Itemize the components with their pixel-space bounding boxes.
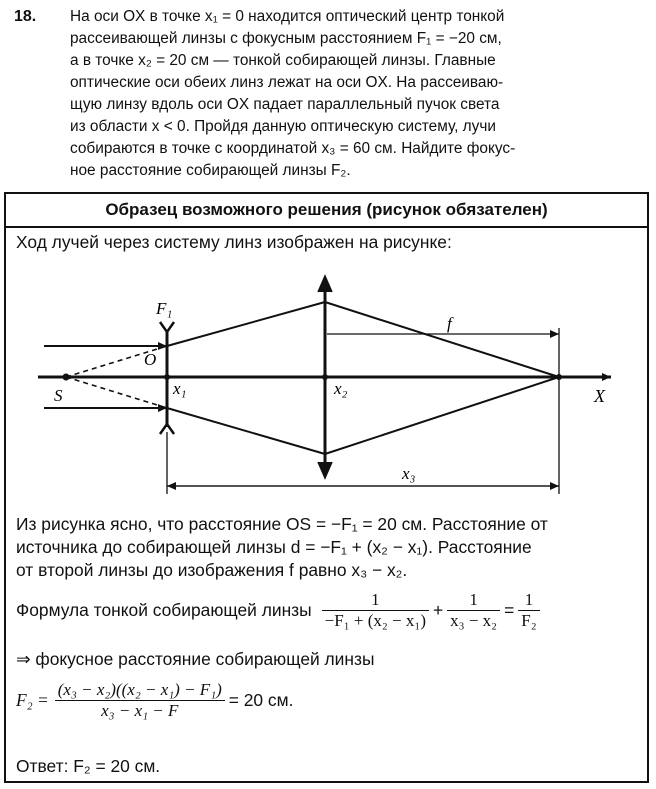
- solution-box: [4, 192, 649, 783]
- conclusion-text: ⇒ фокусное расстояние собирающей линзы: [16, 649, 375, 669]
- problem-line: рассеивающей линзы с фокусным расстоянием F₁ = −20 см,: [70, 30, 502, 47]
- problem-line: щую линзу вдоль оси OX падает параллельный пучок света: [70, 96, 500, 113]
- problem-line: а в точке x₂ = 20 см — тонкой собирающей линзы. Главные: [70, 52, 496, 69]
- fraction-denominator: −F₁ + (x₂ − x₁): [324, 611, 426, 630]
- answer-text: Ответ: F₂ = 20 см.: [16, 756, 161, 776]
- final-lhs: F₂ =: [16, 690, 49, 710]
- solution-paragraph-line: источника до собирающей линзы d = −F₁ + (x₂ − x₁). Расстояние: [16, 537, 532, 557]
- final-rhs: = 20 см.: [228, 690, 294, 710]
- source-point: [63, 374, 70, 381]
- ray: [167, 302, 325, 346]
- label-O: O: [144, 350, 157, 369]
- problem-line: оптические оси обеих линз лежат на оси OX. На рассеиваю-: [70, 74, 504, 91]
- final-formula-row: [16, 680, 293, 721]
- solution-header: Образец возможного решения (рисунок обязателен): [6, 194, 647, 228]
- fraction-denominator: x₃ − x₂: [450, 611, 498, 630]
- label-f: f: [447, 314, 452, 333]
- fraction-numerator: (x₃ − x₂)((x₂ − x₁) − F₁): [55, 680, 225, 701]
- problem-line: собираются в точке с координатой x₃ = 60 см. Найдите фокус-: [70, 140, 516, 157]
- solution-paragraph-line: от второй линзы до изображения f равно x₃ − x₂.: [16, 560, 408, 580]
- formula-label: Формула тонкой собирающей линзы: [16, 600, 312, 620]
- label-X: X: [594, 386, 605, 406]
- virtual-ray: [66, 377, 167, 408]
- label-x1: x₁: [173, 379, 187, 398]
- solution-intro: Ход лучей через систему линз изображен на рисунке:: [16, 232, 452, 252]
- fraction: [447, 590, 500, 631]
- ray: [325, 302, 559, 377]
- fraction-numerator: 1: [322, 590, 429, 611]
- solution-paragraph-line: Из рисунка ясно, что расстояние OS = −F₁ = 20 см. Расстояние от: [16, 514, 548, 534]
- fraction-numerator: 1: [447, 590, 500, 611]
- ray: [167, 408, 325, 454]
- fraction-denominator: F₂: [521, 611, 537, 630]
- fraction: [518, 590, 539, 631]
- plus-sign: +: [432, 600, 444, 620]
- problem-line: ное расстояние собирающей линзы F₂.: [70, 162, 351, 179]
- problem-line: из области x < 0. Пройдя данную оптическую систему, лучи: [70, 118, 496, 135]
- lens-diagram: [6, 262, 647, 502]
- fraction-denominator: x₃ − x₁ − F: [101, 701, 179, 720]
- label-F1: F₁: [156, 299, 173, 318]
- label-S: S: [54, 386, 63, 405]
- equals-sign: =: [504, 600, 515, 620]
- problem-line: На оси OX в точке x₁ = 0 находится оптический центр тонкой: [70, 8, 505, 25]
- ray: [325, 377, 559, 454]
- problem-number: 18.: [14, 8, 37, 25]
- fraction: [322, 590, 429, 631]
- label-x3: x₃: [402, 464, 416, 483]
- label-x2: x₂: [334, 379, 348, 398]
- lens-formula-row: [16, 590, 540, 631]
- fraction-numerator: 1: [518, 590, 539, 611]
- final-fraction: [55, 680, 225, 721]
